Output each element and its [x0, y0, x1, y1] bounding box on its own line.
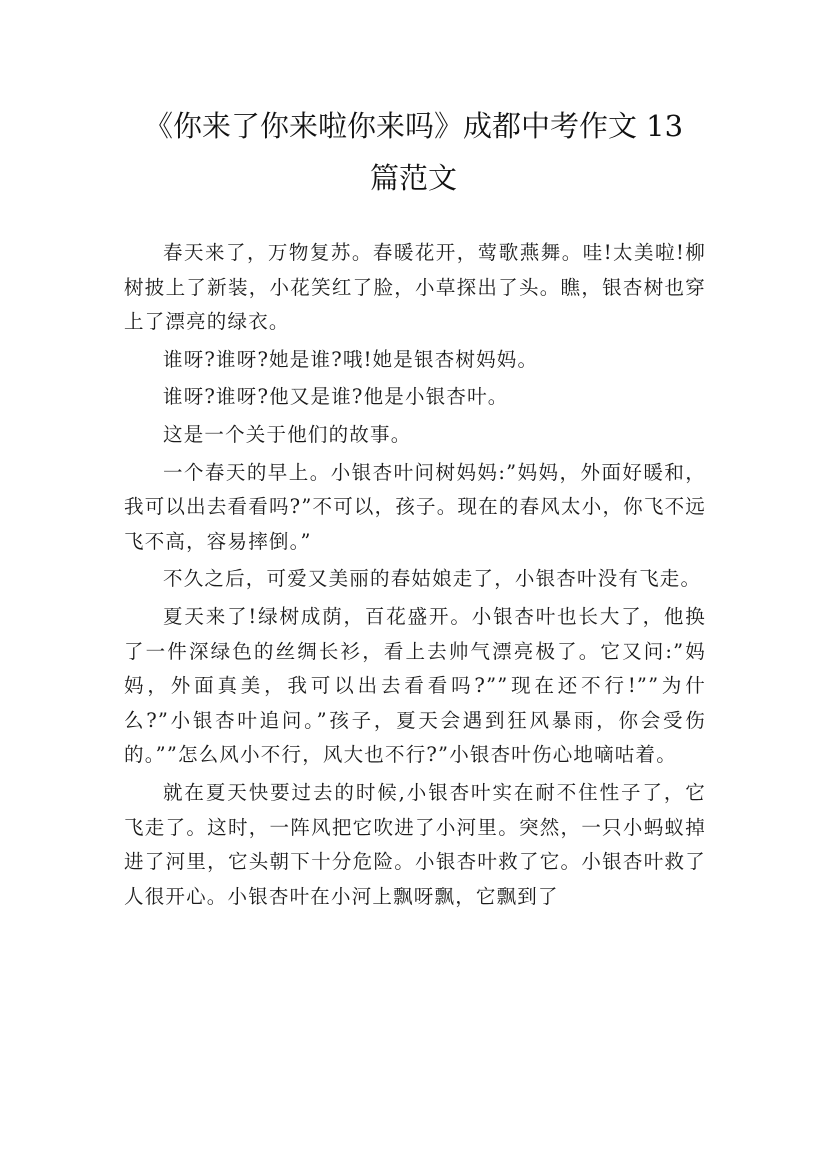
document-title	[100, 100, 727, 204]
title-line-1: 《你来了你来啦你来吗》成都中考作文 13	[143, 109, 684, 143]
title-line-2: 篇范文	[369, 161, 457, 195]
document-body	[124, 236, 706, 917]
paragraph: 不久之后，可爱又美丽的春姑娘走了，小银杏叶没有飞走。	[163, 567, 702, 591]
paragraph: 谁呀?谁呀?她是谁?哦!她是银杏树妈妈。	[163, 347, 539, 371]
paragraph: 夏天来了!绿树成荫，百花盛开。小银杏叶也长大了，他换了一件深绿色的丝绸长衫，看上去帅气漂亮极了。它又问:”妈妈，外面真美，我可以出去看看吗?””现在还不行!””为什么?”小银杏叶追问。”孩子，夏天会遇到狂风暴雨，你会受伤的。””怎么风小不行，风大也不行?”小银杏叶伤心地嘀咕着。	[124, 604, 706, 767]
paragraph: 一个春天的早上。小银杏叶问树妈妈:”妈妈，外面好暖和，我可以出去看看吗?”不可以，孩子。现在的春风太小，你飞不远飞不高，容易摔倒。”	[124, 460, 706, 553]
paragraph: 就在夏天快要过去的时候,小银杏叶实在耐不住性子了，它飞走了。这时，一阵风把它吹进了小河里。突然，一只小蚂蚁掉进了河里，它头朝下十分危险。小银杏叶救了它。小银杏叶救了人很开心。小银杏叶在小河上飘呀飘，它飘到了	[124, 780, 706, 908]
paragraph: 这是一个关于他们的故事。	[163, 422, 412, 446]
paragraph: 谁呀?谁呀?他又是谁?他是小银杏叶。	[163, 385, 509, 409]
paragraph: 春天来了，万物复苏。春暖花开，莺歌燕舞。哇!太美啦!柳树披上了新装，小花笑红了脸，小草探出了头。瞧，银杏树也穿上了漂亮的绿衣。	[124, 241, 706, 334]
